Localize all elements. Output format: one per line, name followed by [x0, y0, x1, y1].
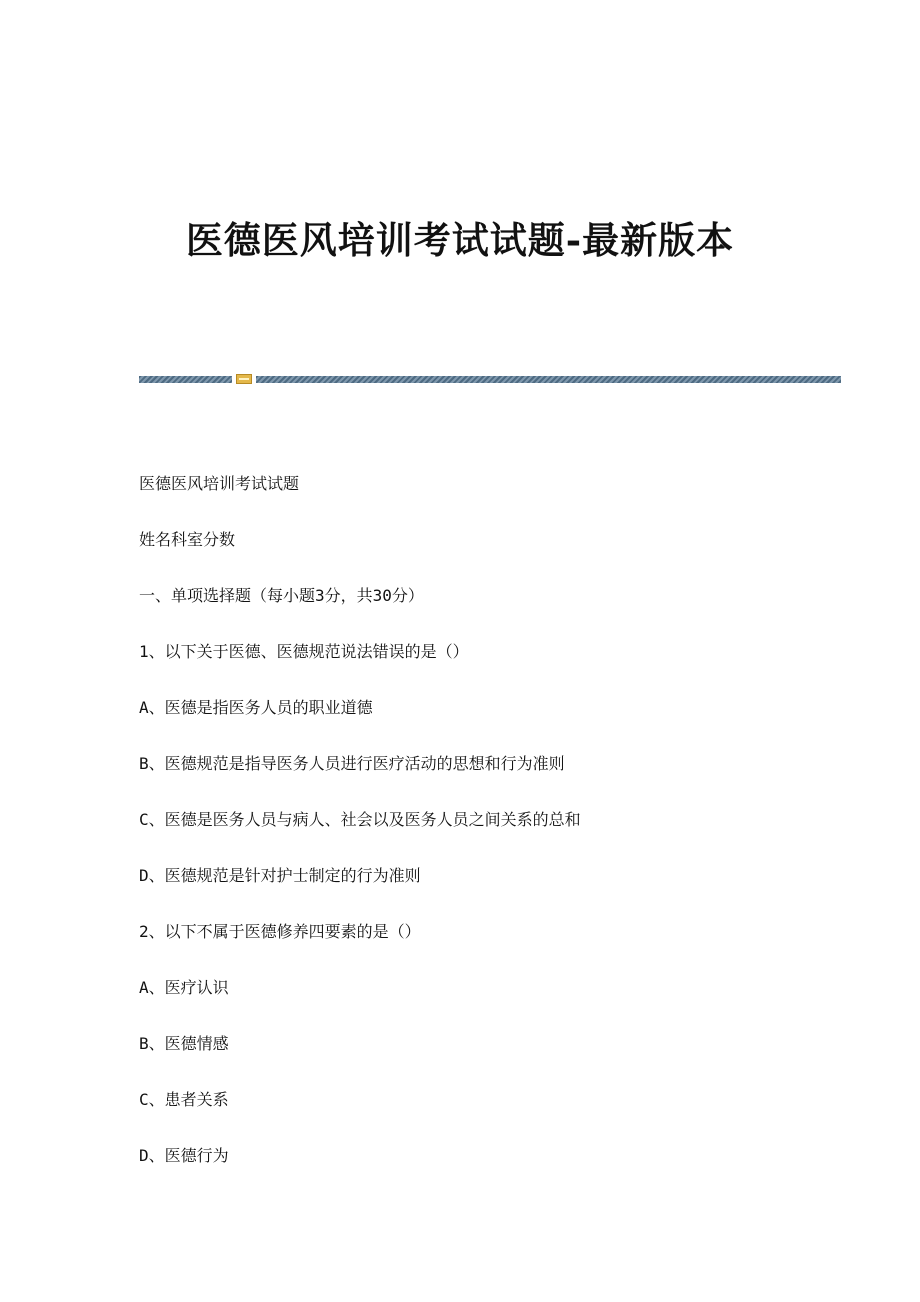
question-1-option-c: C、医德是医务人员与病人、社会以及医务人员之间关系的总和 — [139, 810, 581, 829]
divider-emblem-icon — [236, 374, 252, 384]
divider-bar-left — [139, 376, 232, 383]
question-2-option-a: A、医疗认识 — [139, 978, 229, 997]
question-1: 1、以下关于医德、医德规范说法错误的是（） — [139, 642, 469, 661]
title-divider — [139, 374, 841, 384]
question-2-option-c: C、患者关系 — [139, 1090, 229, 1109]
question-2-option-b: B、医德情感 — [139, 1034, 229, 1053]
question-1-option-d: D、医德规范是针对护士制定的行为准则 — [139, 866, 421, 885]
info-fields: 姓名科室分数 — [139, 530, 236, 549]
document-title: 医德医风培训考试试题-最新版本 — [185, 218, 735, 262]
section-heading: 一、单项选择题（每小题3分，共30分） — [139, 586, 424, 605]
divider-bar-right — [256, 376, 841, 383]
question-2-option-d: D、医德行为 — [139, 1146, 229, 1165]
question-2: 2、以下不属于医德修养四要素的是（） — [139, 922, 421, 941]
question-1-option-a: A、医德是指医务人员的职业道德 — [139, 698, 373, 717]
exam-heading: 医德医风培训考试试题 — [139, 474, 300, 493]
question-1-option-b: B、医德规范是指导医务人员进行医疗活动的思想和行为准则 — [139, 754, 565, 773]
document-body — [139, 468, 839, 1196]
